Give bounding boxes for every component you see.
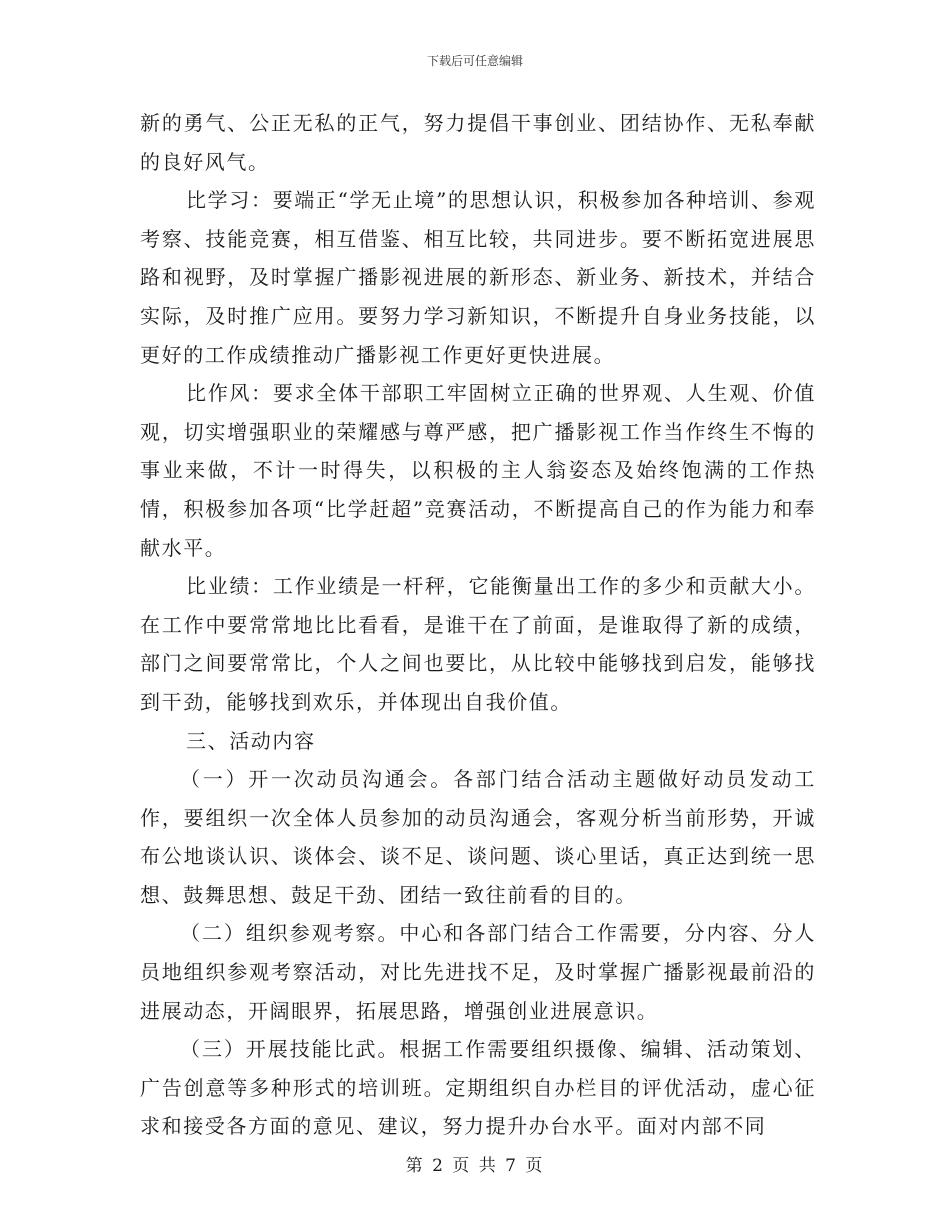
paragraph-item-three: （三）开展技能比武。根据工作需要组织摄像、编辑、活动策划、广告创意等多种形式的培训班。定期组织自办栏目的评优活动，虚心征求和接受各方面的意见、建议，努力提升办台水平。面对内部不同 <box>140 1037 816 1139</box>
paragraph-compare-study: 比学习：要端正“学无止境”的思想认识，积极参加各种培训、参观考察、技能竞赛，相互借鉴、相互比较，共同进步。要不断拓宽进展思路和视野，及时掌握广播影视进展的新形态、新业务、新技术，并结合实际，及时推广应用。要努力学习新知识，不断提升自身业务技能，以更好的工作成绩推动广播影视工作更好更快进展。 <box>140 188 816 367</box>
section-heading-activity-content: 三、活动内容 <box>186 728 316 753</box>
page-header-note: 下载后可任意编辑 <box>426 54 523 68</box>
document-body <box>140 104 816 1146</box>
paragraph-item-one: （一）开一次动员沟通会。各部门结合活动主题做好动员发动工作，要组织一次全体人员参加的动员沟通会，客观分析当前形势，开诚布公地谈认识、谈体会、谈不足、谈问题、谈心里话，真正达到统一思想、鼓舞思想、鼓足干劲、团结一致往前看的目的。 <box>140 767 816 907</box>
paragraph-continuation: 新的勇气、公正无私的正气，努力提倡干事创业、团结协作、无私奉献的良好风气。 <box>140 111 816 174</box>
paragraph-compare-performance: 比业绩：工作业绩是一杆秤，它能衡量出工作的多少和贡献大小。在工作中要常常地比比看看，是谁干在了前面，是谁取得了新的成绩，部门之间要常常比，个人之间也要比，从比较中能够找到启发，能够找到干劲，能够找到欢乐，并体现出自我价值。 <box>140 574 816 714</box>
page-number-footer: 第 2 页 共 7 页 <box>405 1156 545 1176</box>
paragraph-compare-style: 比作风：要求全体干部职工牢固树立正确的世界观、人生观、价值观，切实增强职业的荣耀感与尊严感，把广播影视工作当作终生不悔的事业来做，不计一时得失，以积极的主人翁姿态及始终饱满的工作热情，积极参加各项“比学赶超”竞赛活动，不断提高自己的作为能力和奉献水平。 <box>140 381 816 560</box>
paragraph-item-two: （二）组织参观考察。中心和各部门结合工作需要，分内容、分人员地组织参观考察活动，对比先进找不足，及时掌握广播影视最前沿的进展动态，开阔眼界，拓展思路，增强创业进展意识。 <box>140 921 816 1023</box>
